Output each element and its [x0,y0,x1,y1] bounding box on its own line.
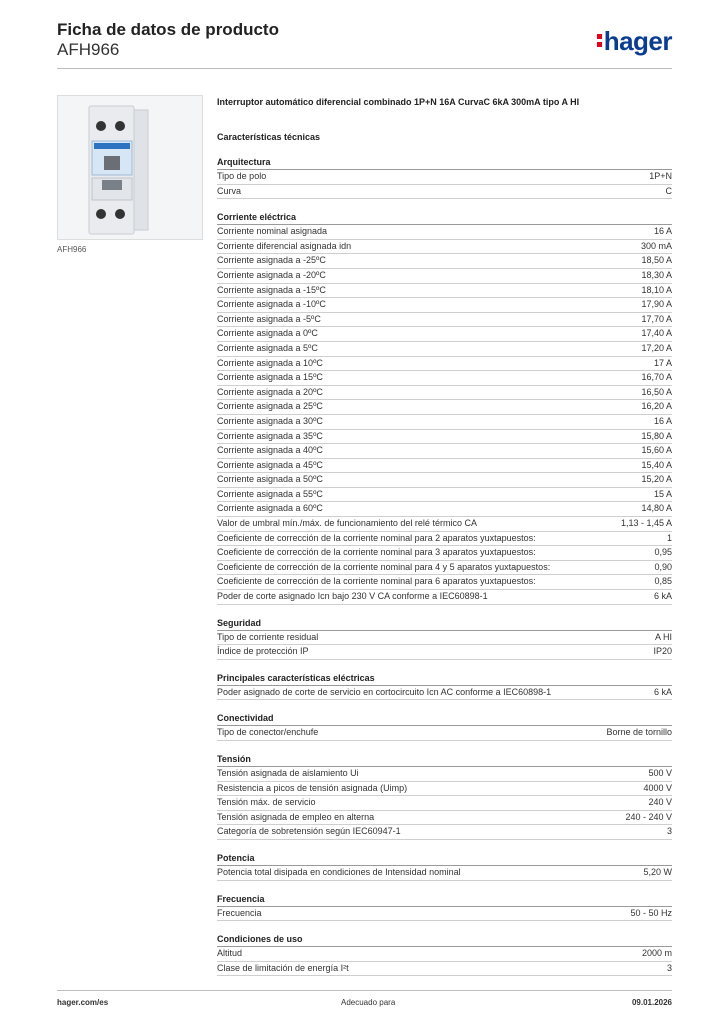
spec-value: 6 kA [653,591,672,602]
spec-row [217,298,672,313]
spec-label: Corriente asignada a 10ºC [217,357,323,368]
spec-label: Corriente asignada a -10ºC [217,299,326,310]
section-gap [217,700,672,712]
spec-value: 5,20 W [643,866,672,877]
section-title: Potencia [217,852,672,866]
spec-value: 300 mA [640,240,672,251]
spec-row [217,415,672,430]
spec-value: 17,90 A [641,299,672,310]
breaker-icon [58,96,202,239]
spec-row [217,284,672,299]
spec-value: 16 A [653,226,672,237]
spec-label: Coeficiente de corrección de la corriente nominal para 2 aparatos yuxtapuestos: [217,532,536,543]
spec-row [217,532,672,547]
spec-row [217,782,672,797]
spec-value: 0,95 [654,547,672,558]
spec-row [217,185,672,200]
spec-label: Coeficiente de corrección de la corriente nominal para 6 aparatos yuxtapuestos: [217,576,536,587]
product-code: AFH966 [57,40,120,59]
spec-label: Tensión asignada de aislamiento Ui [217,768,359,778]
spec-row [217,430,672,445]
spec-row [217,726,672,741]
section-title: Tensión [217,753,672,767]
section-gap [217,199,672,211]
spec-label: Corriente asignada a 15ºC [217,372,323,383]
spec-value: 16,20 A [641,401,672,412]
spec-section [217,211,672,604]
spec-row [217,645,672,660]
spec-label: Corriente nominal asignada [217,226,328,237]
spec-sections [217,156,672,976]
spec-value: 3 [666,962,672,973]
spec-label: Valor de umbral mín./máx. de funcionamiento del relé térmico CA [217,518,477,529]
spec-value: A HI [654,631,672,642]
spec-value: 17,20 A [641,342,672,353]
spec-row [217,962,672,977]
spec-row [217,796,672,811]
spec-value: IP20 [653,646,672,657]
spec-value: 3 [666,826,672,837]
spec-row [217,561,672,576]
spec-row [217,400,672,415]
spec-row [217,811,672,826]
spec-value: 17,40 A [641,328,672,339]
spec-label: Tensión máx. de servicio [217,797,316,808]
spec-value: 15,80 A [641,430,672,441]
spec-row [217,546,672,561]
spec-label: Corriente asignada a 60ºC [217,503,323,514]
spec-label: Frecuencia [217,907,262,918]
section-title: Frecuencia [217,893,672,907]
spec-label: Corriente asignada a 0ºC [217,328,318,339]
spec-value: 1,13 - 1,45 A [620,518,672,529]
spec-row [217,459,672,474]
spec-label: Poder de corte asignado Icn bajo 230 V CA conforme a IEC60898-1 [217,591,488,602]
spec-row [217,517,672,532]
hager-logo: hager [597,26,672,57]
spec-label: Corriente asignada a -25ºC [217,255,326,266]
spec-row [217,590,672,605]
spec-label: Clase de limitación de energía I²t [217,962,349,973]
spec-value: 18,30 A [641,269,672,280]
spec-label: Tensión asignada de empleo en alterna [217,811,375,822]
spec-row [217,767,672,782]
page-title: Ficha de datos de producto [57,20,279,39]
spec-row [217,825,672,840]
spec-row [217,240,672,255]
spec-label: Corriente asignada a 55ºC [217,488,323,499]
spec-row [217,371,672,386]
section-gap [217,741,672,753]
spec-label: Curva [217,185,242,196]
spec-row [217,313,672,328]
spec-value: 15,20 A [641,474,672,485]
spec-value: 14,80 A [641,503,672,514]
spec-section [217,852,672,881]
spec-value: 15 A [653,488,672,499]
spec-row [217,269,672,284]
spec-label: Poder asignado de corte de servicio en cortocircuito Icn AC conforme a IEC60898-1 [217,686,552,697]
section-title: Seguridad [217,617,672,631]
spec-value: C [665,185,672,196]
section-title: Conectividad [217,712,672,726]
spec-row [217,631,672,646]
spec-label: Índice de protección IP [217,646,309,657]
spec-label: Corriente asignada a -15ºC [217,284,326,295]
spec-value: 15,60 A [641,445,672,456]
spec-section [217,753,672,840]
spec-value: 0,85 [654,576,672,587]
spec-value: 0,90 [654,561,672,572]
header-divider [57,68,672,69]
spec-row [217,225,672,240]
spec-row [217,575,672,590]
spec-value: 15,40 A [641,459,672,470]
spec-section [217,672,672,701]
footer-website[interactable]: hager.com/es [57,998,109,1007]
spec-value: 18,50 A [641,255,672,266]
spec-value: 4000 V [643,782,672,793]
spec-value: 18,10 A [641,284,672,295]
spec-label: Tipo de corriente residual [217,631,319,642]
spec-label: Corriente asignada a 5ºC [217,342,318,353]
spec-value: 16 A [653,415,672,426]
spec-value: 1 [666,532,672,543]
spec-content [217,95,672,976]
spec-label: Corriente asignada a 30ºC [217,415,323,426]
spec-section [217,933,672,976]
main-heading: Características técnicas [217,132,321,142]
section-gap [217,840,672,852]
spec-section [217,893,672,922]
spec-row [217,386,672,401]
spec-label: Coeficiente de corrección de la corriente nominal para 3 aparatos yuxtapuestos: [217,547,536,558]
spec-row [217,254,672,269]
spec-row [217,327,672,342]
spec-label: Tipo de polo [217,171,267,181]
section-title: Corriente eléctrica [217,211,672,225]
spec-label: Altitud [217,948,243,959]
spec-label: Corriente asignada a 25ºC [217,401,323,412]
spec-label: Resistencia a picos de tensión asignada (Uimp) [217,782,408,793]
spec-label: Corriente asignada a -20ºC [217,269,326,280]
spec-row [217,866,672,881]
spec-value: Borne de tornillo [606,727,672,738]
spec-value: 240 V [648,797,672,808]
product-caption: AFH966 [57,245,87,254]
section-title: Principales características eléctricas [217,672,672,686]
spec-value: 16,70 A [641,372,672,383]
spec-section [217,712,672,741]
spec-value: 1P+N [649,171,672,181]
spec-label: Corriente asignada a 35ºC [217,430,323,441]
spec-value: 50 - 50 Hz [630,907,672,918]
spec-row [217,686,672,701]
spec-value: 16,50 A [641,386,672,397]
footer-date: 09.01.2026 [631,998,672,1007]
spec-label: Corriente asignada a 40ºC [217,445,323,456]
footer-center-text: Adecuado para [341,998,396,1007]
spec-value: 2000 m [641,948,672,959]
section-title: Arquitectura [217,156,672,170]
spec-section [217,156,672,199]
footer-divider [57,990,672,991]
spec-value: 240 - 240 V [625,811,672,822]
spec-row [217,488,672,503]
spec-row [217,357,672,372]
logo-dots-icon [597,34,602,50]
spec-row [217,502,672,517]
spec-label: Corriente asignada a 50ºC [217,474,323,485]
spec-label: Corriente diferencial asignada idn [217,240,352,251]
spec-label: Coeficiente de corrección de la corriente nominal para 4 y 5 aparatos yuxtapuestos: [217,561,551,572]
spec-row [217,342,672,357]
spec-label: Corriente asignada a 20ºC [217,386,323,397]
spec-row [217,947,672,962]
spec-row [217,444,672,459]
spec-label: Corriente asignada a -5ºC [217,313,321,324]
spec-label: Potencia total disipada en condiciones de Intensidad nominal [217,866,461,877]
page-header [57,20,672,70]
spec-row [217,170,672,185]
section-gap [217,660,672,672]
spec-value: 500 V [648,768,672,778]
section-gap [217,881,672,893]
spec-section [217,617,672,660]
spec-label: Corriente asignada a 45ºC [217,459,323,470]
spec-row [217,907,672,922]
spec-label: Tipo de conector/enchufe [217,727,319,738]
product-image [57,95,203,240]
section-gap [217,921,672,933]
spec-value: 6 kA [653,686,672,697]
product-description: Interruptor automático diferencial combinado 1P+N 16A CurvaC 6kA 300mA tipo A HI [217,97,580,107]
spec-row [217,473,672,488]
spec-label: Categoría de sobretensión según IEC60947-1 [217,826,401,837]
section-gap [217,605,672,617]
spec-value: 17,70 A [641,313,672,324]
section-title: Condiciones de uso [217,933,672,947]
spec-value: 17 A [653,357,672,368]
